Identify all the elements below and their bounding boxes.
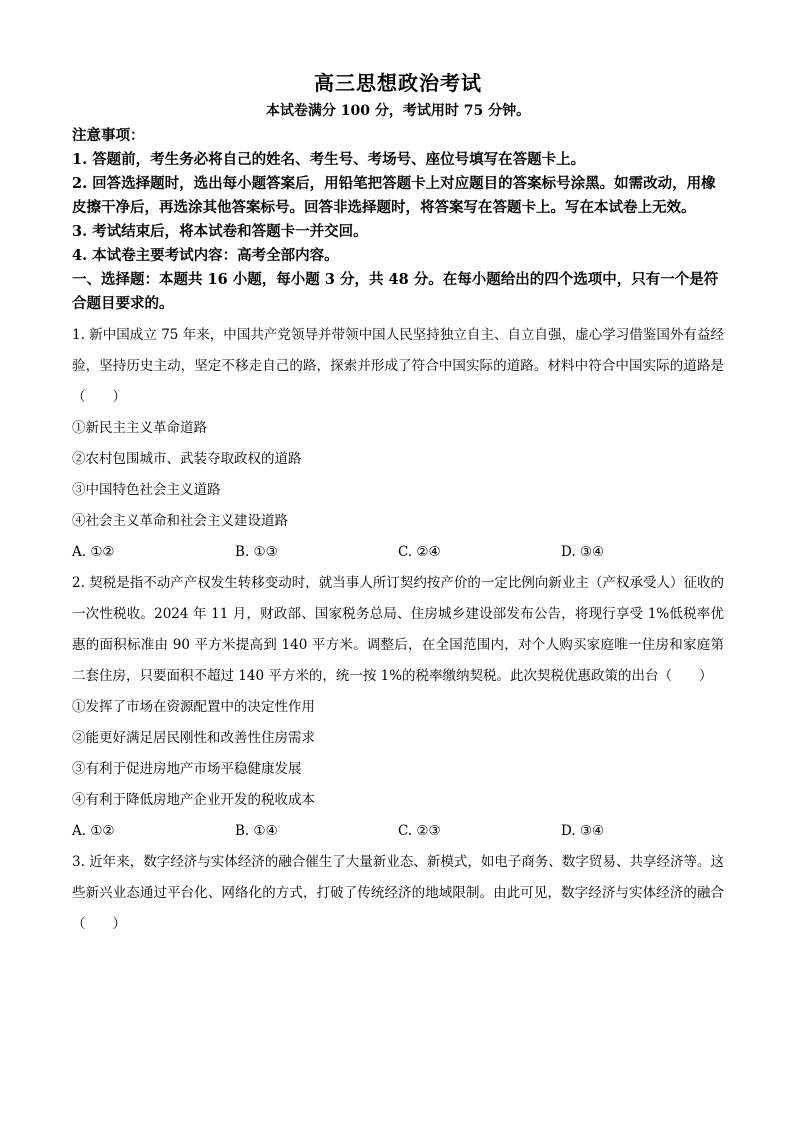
choice-a: A. ①② <box>72 823 115 839</box>
question-option: ④社会主义革命和社会主义建设道路 <box>72 513 288 529</box>
choice-b: B. ①④ <box>235 823 278 839</box>
question-option: ③有利于促进房地产市场平稳健康发展 <box>72 761 302 777</box>
question-1 <box>72 320 724 568</box>
notice-item: 2. 回答选择题时，选出每小题答案后，用铅笔把答题卡上对应题目的答案标号涂黑。如需改动，用橡皮擦干净后，再选涂其他答案标号。回答非选择题时，将答案写在答题卡上。写在本试卷上无效。 <box>72 175 716 216</box>
notice-heading: 注意事项： <box>72 127 145 144</box>
question-option: ④有利于降低房地产企业开发的税收成本 <box>72 792 315 808</box>
question-option: ③中国特色社会主义道路 <box>72 482 221 498</box>
exam-page <box>72 68 724 940</box>
choice-d: D. ③④ <box>561 544 605 560</box>
page-title: 高三思想政治考试 <box>314 71 482 95</box>
section-heading: 一、选择题：本题共 16 小题，每小题 3 分，共 48 分。在每小题给出的四个选项中，只有一个是符合题目要求的。 <box>72 271 719 312</box>
question-option: ①发挥了市场在资源配置中的决定性作用 <box>72 699 315 715</box>
question-option: ①新民主主义革命道路 <box>72 420 207 436</box>
question-stem: 3. 近年来，数字经济与实体经济的融合催生了大量新业态、新模式，如电子商务、数字贸易、共享经济等。这些新兴业态通过平台化、网络化的方式，打破了传统经济的地域限制。由此可见，数字经济与实体经济的融合（ ） <box>72 854 724 932</box>
choice-c: C. ②④ <box>398 544 441 560</box>
question-stem: 2. 契税是指不动产产权发生转移变动时，就当事人所订契约按产价的一定比例向新业主（产权承受人）征收的一次性税收。2024 年 11 月，财政部、国家税务总局、住房城乡建设部发布公告，将现行享受 1%低税率优惠的面积标准由 90 平方米提高到 140 平方米。调整后，在全国范围内，对个人购买家庭唯一住房和家庭第二套住房，只要面积不超过 140 平方米的，统一按 1%的税率缴纳契税。此次契税优惠政策的出台（ ） <box>72 575 724 684</box>
answer-choices <box>72 537 724 568</box>
notice-item: 4. 本试卷主要考试内容：高考全部内容。 <box>72 247 339 264</box>
notice-item: 3. 考试结束后，将本试卷和答题卡一并交回。 <box>72 223 368 240</box>
question-option: ②农村包围城市、武装夺取政权的道路 <box>72 451 302 467</box>
question-2 <box>72 568 724 847</box>
answer-choices <box>72 816 724 847</box>
question-3 <box>72 847 724 940</box>
question-stem: 1. 新中国成立 75 年来，中国共产党领导并带领中国人民坚持独立自主、自立自强，虚心学习借鉴国外有益经验，坚持历史主动，坚定不移走自己的路，探索并形成了符合中国实际的道路。材料中符合中国实际的道路是（ ） <box>72 327 724 405</box>
question-option: ②能更好满足居民刚性和改善性住房需求 <box>72 730 315 746</box>
choice-d: D. ③④ <box>561 823 605 839</box>
choice-c: C. ②③ <box>398 823 441 839</box>
notice-block <box>72 124 724 268</box>
notice-item: 1. 答题前，考生务必将自己的姓名、考生号、考场号、座位号填写在答题卡上。 <box>72 151 586 168</box>
exam-info: 本试卷满分 100 分，考试用时 75 分钟。 <box>265 103 531 119</box>
choice-a: A. ①② <box>72 544 115 560</box>
choice-b: B. ①③ <box>235 544 278 560</box>
